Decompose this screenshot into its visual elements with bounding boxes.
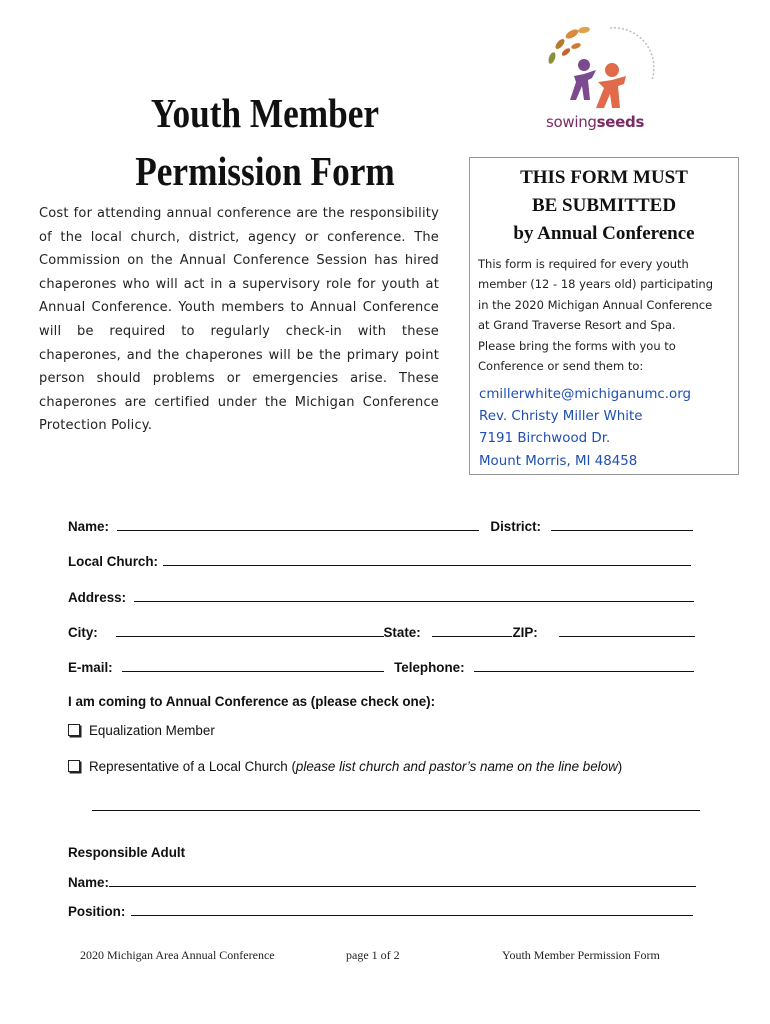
ra-position-label: Position: (68, 904, 126, 919)
submission-heading-line-1: THIS FORM MUST (520, 167, 688, 188)
instruction-line: member (12 - 18 years old) participating (478, 277, 714, 292)
intro-paragraph: Cost for attending annual conference are the responsibility of the local church, district, agency or conference. The Commission on the Annual Conference Session has hired chaperones who will act in a supervisory role for youth at Annual Conference. Youth members to Annual Conference will be required to regularly check-in with these chaperones, and the chaperones will be the primary point person should problems or emergencies arise. These chaperones are certified under the Michigan Conference Protection Policy. (39, 206, 439, 434)
local-church-row (68, 553, 691, 569)
state-label: State: (383, 625, 421, 640)
district-field[interactable] (551, 518, 693, 531)
submission-heading-line-2: BE SUBMITTED (531, 195, 677, 216)
contact-block (479, 384, 691, 473)
address-row (68, 589, 694, 605)
title-line-2: Permission Form (135, 148, 395, 194)
ra-name-field[interactable] (109, 874, 696, 887)
submission-heading-line-3: by Annual Conference (513, 223, 695, 244)
zip-field[interactable] (559, 624, 695, 637)
email-telephone-row (68, 659, 694, 675)
option-local-church-representative[interactable] (68, 759, 622, 774)
responsible-adult-heading: Responsible Adult (68, 845, 186, 860)
submission-info-box (469, 157, 739, 475)
checkbox-representative[interactable] (68, 760, 80, 772)
name-field[interactable] (117, 518, 479, 531)
ra-name-label: Name: (68, 875, 109, 890)
email-label: E-mail: (68, 660, 113, 675)
footer-page-number: page 1 of 2 (346, 948, 400, 962)
local-church-field[interactable] (163, 553, 691, 566)
ra-position-field[interactable] (131, 903, 693, 916)
district-label: District: (490, 519, 542, 534)
responsible-adult-name-row (68, 874, 696, 890)
option-representative-label-a: Representative of a Local Church ( (89, 759, 296, 774)
page-title (123, 84, 407, 200)
state-field[interactable] (432, 624, 512, 637)
name-label: Name: (68, 519, 109, 534)
logo-text-b: seeds (596, 113, 645, 131)
logo-wordmark (546, 113, 644, 131)
contact-email-link[interactable]: cmillerwhite@michiganumc.org (479, 387, 691, 402)
city-field[interactable] (116, 624, 384, 637)
contact-city: Mount Morris, MI 48458 (479, 453, 638, 469)
option-representative-label-c: ) (617, 759, 623, 774)
title-line-1: Youth Member (150, 90, 380, 136)
logo-text-a: sowing (546, 113, 597, 131)
address-label: Address: (68, 590, 127, 605)
footer-right: Youth Member Permission Form (502, 948, 660, 962)
instruction-line: at Grand Traverse Resort and Spa. (478, 318, 676, 333)
responsible-adult-position-row (68, 903, 693, 919)
option-equalization-member[interactable] (68, 723, 215, 738)
checkbox-equalization[interactable] (68, 724, 80, 736)
city-label: City: (68, 625, 98, 640)
instruction-line: This form is required for every youth (478, 257, 689, 271)
submission-heading (470, 164, 738, 248)
email-field[interactable] (122, 659, 384, 672)
instruction-line: in the 2020 Michigan Annual Conference (478, 297, 713, 312)
local-church-label: Local Church: (68, 554, 159, 569)
church-pastor-field[interactable] (92, 810, 700, 811)
coming-as-heading: I am coming to Annual Conference as (please check one): (68, 694, 436, 709)
zip-label: ZIP: (512, 625, 538, 640)
city-state-zip-row (68, 624, 695, 640)
footer-left: 2020 Michigan Area Annual Conference (80, 948, 275, 962)
contact-street: 7191 Birchwood Dr. (479, 431, 611, 447)
instruction-line: Please bring the forms with you to (478, 338, 676, 353)
telephone-label: Telephone: (394, 660, 465, 675)
option-representative-label-b: please list church and pastor’s name on the line below (295, 759, 618, 774)
name-row (68, 518, 693, 534)
option-equalization-label: Equalization Member (89, 723, 215, 738)
submission-instructions (478, 254, 740, 376)
contact-name: Rev. Christy Miller White (479, 409, 643, 425)
instruction-line: Conference or send them to: (478, 359, 644, 374)
telephone-field[interactable] (474, 659, 694, 672)
address-field[interactable] (134, 589, 694, 602)
